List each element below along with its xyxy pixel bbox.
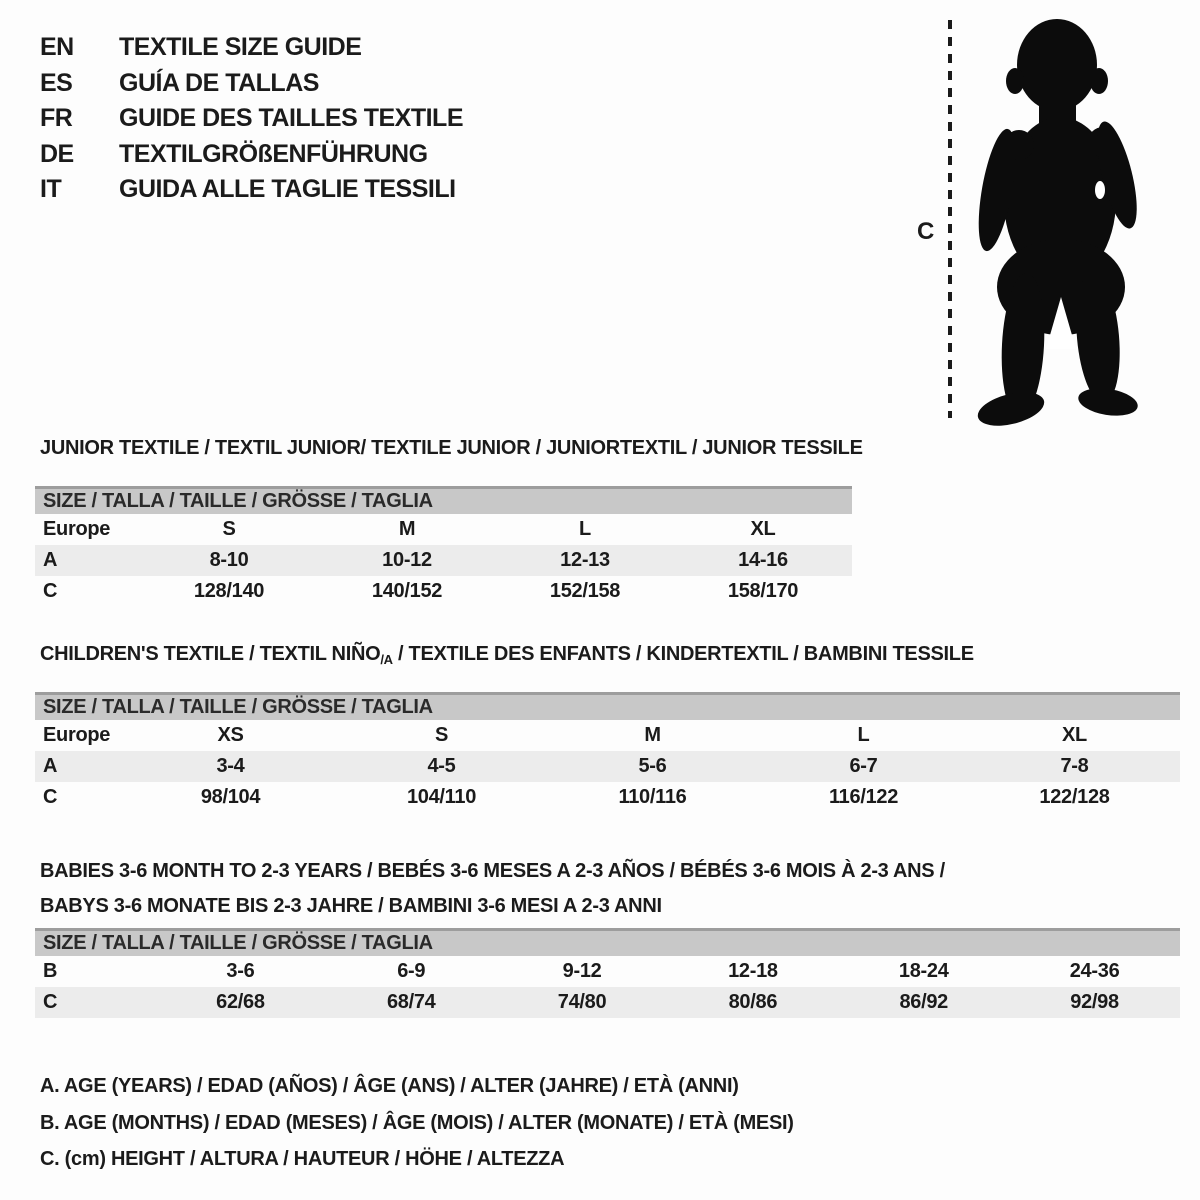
row-label: A	[43, 755, 58, 777]
table-cell: 6-9	[397, 960, 426, 982]
table-cell: 128/140	[193, 580, 265, 602]
language-row	[40, 172, 463, 208]
language-title: GUÍA DE TALLAS	[119, 68, 319, 97]
table-cell: 68/74	[386, 991, 436, 1013]
language-title: GUIDE DES TAILLES TEXTILE	[119, 104, 464, 133]
language-row	[40, 66, 463, 102]
height-measure-label: C	[917, 218, 935, 245]
row-label: B	[43, 960, 58, 982]
table-cell: S	[434, 724, 449, 746]
legend-line-age-years: A. AGE (YEARS) / EDAD (AÑOS) / ÂGE (ANS) / ALTER (JAHRE) / ETÀ (ANNI)	[40, 1075, 739, 1097]
language-title-list	[40, 30, 463, 208]
row-label: C	[43, 786, 58, 808]
language-title: TEXTILGRÖßENFÜHRUNG	[119, 139, 428, 168]
size-header-bar: SIZE / TALLA / TAILLE / GRÖSSE / TAGLIA	[35, 692, 1180, 720]
babies-size-table	[35, 928, 1180, 1018]
table-cell: 62/68	[216, 991, 265, 1013]
table-row	[35, 987, 1180, 1018]
table-cell: 98/104	[200, 786, 261, 808]
title-text: / TEXTILE DES ENFANTS / KINDERTEXTIL / BAMBINI TESSILE	[392, 643, 974, 665]
language-code: DE	[40, 139, 74, 168]
language-title: TEXTILE SIZE GUIDE	[119, 33, 362, 62]
table-cell: 104/110	[406, 786, 477, 808]
size-header-bar: SIZE / TALLA / TAILLE / GRÖSSE / TAGLIA	[35, 928, 1180, 956]
language-row	[40, 101, 463, 137]
table-cell: 6-7	[849, 755, 878, 777]
table-cell: 3-6	[226, 960, 255, 982]
table-cell: 24-36	[1069, 960, 1120, 982]
table-cell: M	[398, 518, 416, 540]
table-cell: XS	[217, 724, 244, 746]
table-row	[35, 956, 1180, 987]
table-cell: 80/86	[728, 991, 778, 1013]
section-title-junior: JUNIOR TEXTILE / TEXTIL JUNIOR/ TEXTILE JUNIOR / JUNIORTEXTIL / JUNIOR TESSILE	[40, 437, 863, 459]
legend-line-age-months: B. AGE (MONTHS) / EDAD (MESES) / ÂGE (MOIS) / ALTER (MONATE) / ETÀ (MESI)	[40, 1111, 794, 1134]
title-text: CHILDREN'S TEXTILE / TEXTIL NIÑO	[40, 643, 381, 665]
table-cell: XL	[750, 518, 776, 540]
table-cell: 74/80	[557, 991, 607, 1013]
section-title-children	[40, 643, 974, 667]
table-cell: S	[222, 518, 236, 540]
size-header-bar: SIZE / TALLA / TAILLE / GRÖSSE / TAGLIA	[35, 486, 852, 514]
row-label: C	[43, 580, 58, 602]
table-row	[35, 720, 1180, 751]
table-cell: 3-4	[216, 755, 245, 777]
language-code: IT	[40, 175, 62, 204]
table-row	[35, 514, 852, 545]
table-row	[35, 782, 1180, 813]
table-cell: M	[644, 724, 661, 746]
language-code: EN	[40, 33, 74, 62]
table-row	[35, 751, 1180, 782]
table-cell: 116/122	[828, 786, 899, 808]
table-cell: 122/128	[1039, 786, 1110, 808]
table-cell: 9-12	[562, 960, 602, 982]
table-cell: 140/152	[371, 580, 443, 602]
table-row	[35, 545, 852, 576]
table-cell: 10-12	[382, 549, 432, 571]
language-title: GUIDA ALLE TAGLIE TESSILI	[119, 175, 456, 204]
row-label: A	[43, 549, 58, 571]
table-cell: 92/98	[1070, 991, 1119, 1013]
figure-area	[905, 10, 1190, 440]
table-cell: 158/170	[727, 580, 799, 602]
table-cell: 4-5	[427, 755, 456, 777]
table-cell: XL	[1062, 724, 1087, 746]
height-measure-line	[948, 20, 952, 418]
table-cell: L	[857, 724, 870, 746]
row-label: Europe	[43, 724, 111, 746]
table-cell: 12-18	[728, 960, 778, 982]
junior-size-table	[35, 486, 852, 607]
table-cell: 14-16	[738, 549, 788, 571]
row-label: Europe	[43, 518, 111, 540]
measurement-legend	[40, 1068, 794, 1178]
table-cell: 152/158	[549, 580, 621, 602]
toddler-silhouette-icon	[965, 15, 1170, 430]
row-label: C	[43, 991, 58, 1013]
size-table	[35, 956, 1180, 1018]
language-code: FR	[40, 104, 73, 133]
table-cell: 8-10	[209, 549, 249, 571]
language-row	[40, 137, 463, 173]
size-table	[35, 720, 1180, 813]
section-title-babies	[40, 854, 945, 924]
table-cell: 86/92	[899, 991, 948, 1013]
table-cell: 7-8	[1060, 755, 1089, 777]
table-row	[35, 576, 852, 607]
table-cell: 5-6	[638, 755, 667, 777]
table-cell: L	[579, 518, 591, 540]
table-cell: 18-24	[898, 960, 949, 982]
children-size-table	[35, 692, 1180, 813]
legend-line-height-cm: C. (cm) HEIGHT / ALTURA / HAUTEUR / HÖHE / ALTEZZA	[40, 1148, 565, 1170]
title-line: BABIES 3-6 MONTH TO 2-3 YEARS / BEBÉS 3-6 MESES A 2-3 AÑOS / BÉBÉS 3-6 MOIS À 2-3 ANS /	[40, 860, 945, 882]
table-cell: 12-13	[560, 549, 610, 571]
table-cell: 110/116	[618, 786, 687, 808]
language-row	[40, 30, 463, 66]
title-line: BABYS 3-6 MONATE BIS 2-3 JAHRE / BAMBINI 3-6 MESI A 2-3 ANNI	[40, 895, 662, 917]
size-table	[35, 514, 852, 607]
title-subscript: /A	[380, 652, 393, 667]
language-code: ES	[40, 68, 73, 97]
